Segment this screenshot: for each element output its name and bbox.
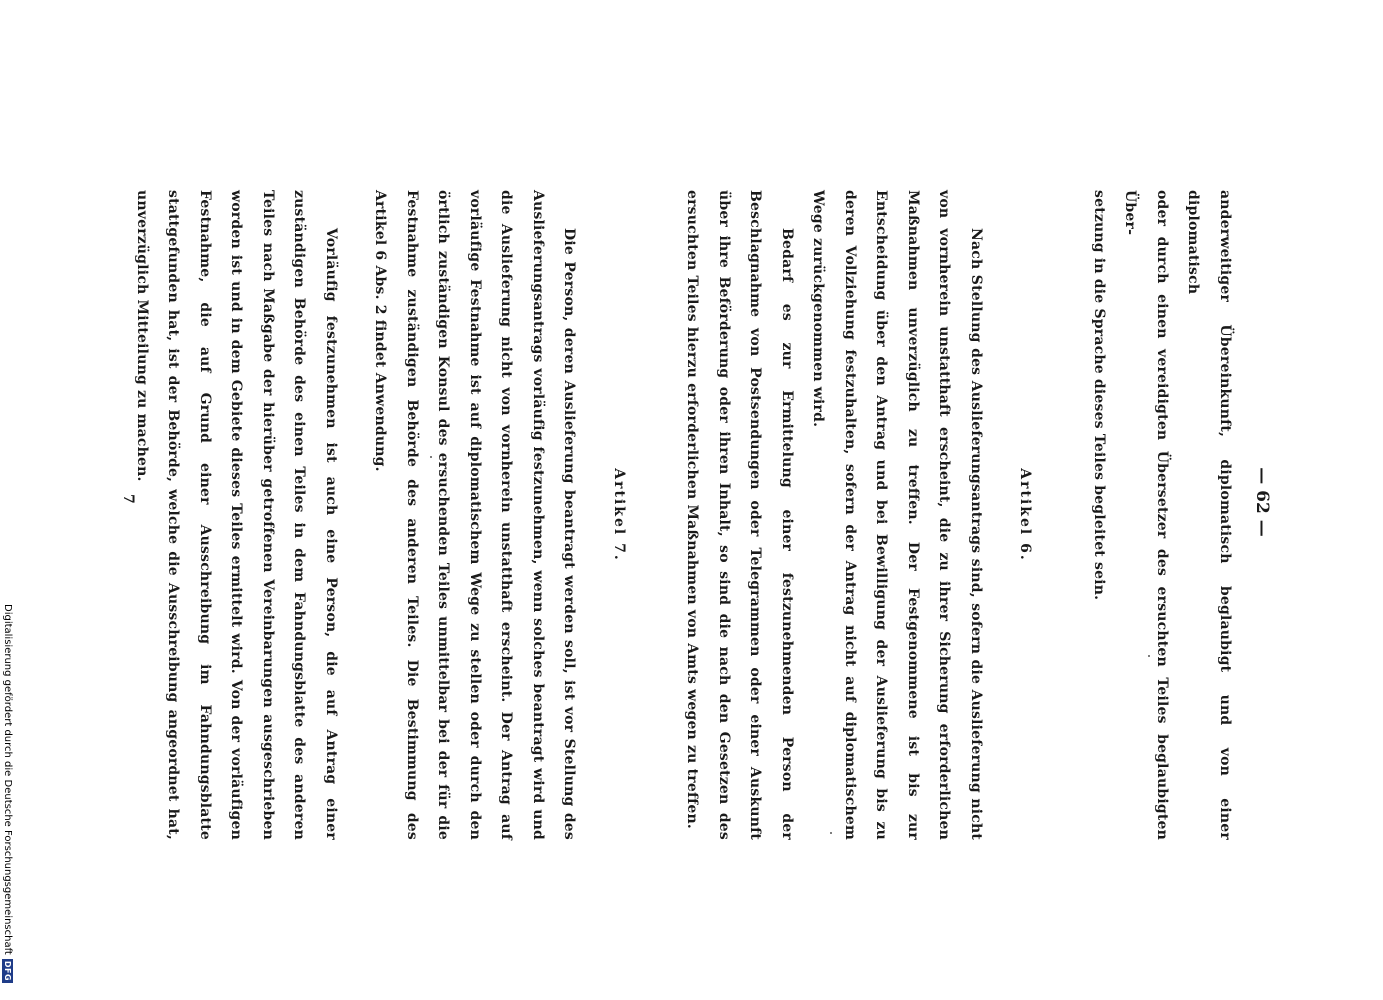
page-body bbox=[126, 190, 1241, 840]
article-7-paragraph-2: Vorläufig festzunehmen ist auch eine Person, die auf Antrag einer zuständigen Behörde des einen Teiles in dem Fahndungsblatte des anderen Teiles nach Maßgabe der hierüber getroffenen Vereinbarungen ausgeschrieben worden ist und in dem Gebiete dieses Teiles ermittelt wird. Von der vorläufigen Festnahme, die auf Grund einer Ausschreibung im Fahndungsblatte stattgefunden hat, ist der Behörde, welche die Ausschreibung angeordnet hat, unverzüglich Mitteilung zu machen. bbox=[134, 190, 339, 840]
page-number: — 62 — bbox=[1252, 467, 1272, 537]
article-6-paragraph-1: Nach Stellung des Auslieferungsantrags sind, sofern die Auslieferung nicht von vornherein unstatthaft erscheint, die zu ihrer Sicherung erforderlichen Maßnahmen unverzüglich zu treffen. Der Festgenommene ist bis zur Entscheidung über den Antrag und bei Bewilligung der Auslieferung bis zu deren Vollziehung festzuhalten, sofern der Antrag nicht auf diplomatischem Wege zurückgenommen wird. bbox=[810, 190, 984, 840]
credit-text: Digitalisierung gefördert durch die Deutsche Forschungsgemeinschaft bbox=[2, 604, 13, 955]
article-6-heading: Artikel 6. bbox=[1017, 468, 1034, 562]
digitization-credit bbox=[2, 604, 13, 983]
article-7-paragraph-1: Die Person, deren Auslieferung beantragt werden soll, ist vor Stellung des Auslieferungsantrags vorläufig festzunehmen, wenn solches beantragt wird und die Auslieferung nicht von vornherein unstatthaft erscheint. Der Antrag auf vorläufige Festnahme ist auf diplomatischem Wege zu stellen oder durch den örtlich zuständigen Konsul des ersuchenden Teiles unmittelbar bei der für die Festnahme zuständigen Behörde des anderen Teiles. Die Bestimmung des Artikel 6 Abs. 2 findet Anwendung. bbox=[372, 190, 578, 840]
article-6-paragraph-2: Bedarf es zur Ermittelung einer festzunehmenden Person der Beschlagnahme von Postsendungen oder Telegrammen oder einer Auskunft über ihre Beförderung oder ihren Inhalt, so sind die nach den Gesetzen des ersuchten Teiles hierzu erforderlichen Maßnahmen von Amts wegen zu treffen. bbox=[684, 190, 795, 840]
dfg-logo: DFG bbox=[3, 960, 12, 982]
continued-text-line-3: setzung in die Sprache dieses Teiles begleitet sein. bbox=[1091, 190, 1107, 601]
continued-text-line-1: anderweitiger Übereinkunft, diplomatisch beglaubigt und von einer diplomatisch bbox=[1185, 190, 1233, 840]
article-7-heading: Artikel 7. bbox=[611, 468, 627, 562]
scan-speck bbox=[1148, 655, 1150, 657]
scan-speck bbox=[430, 456, 432, 458]
continued-text-line-2: oder durch einen vereidigten Übersetzer des ersuchten Teiles beglaubigten Über- bbox=[1122, 190, 1170, 840]
scan-speck bbox=[830, 832, 832, 834]
signature-mark: 7 bbox=[120, 494, 136, 504]
